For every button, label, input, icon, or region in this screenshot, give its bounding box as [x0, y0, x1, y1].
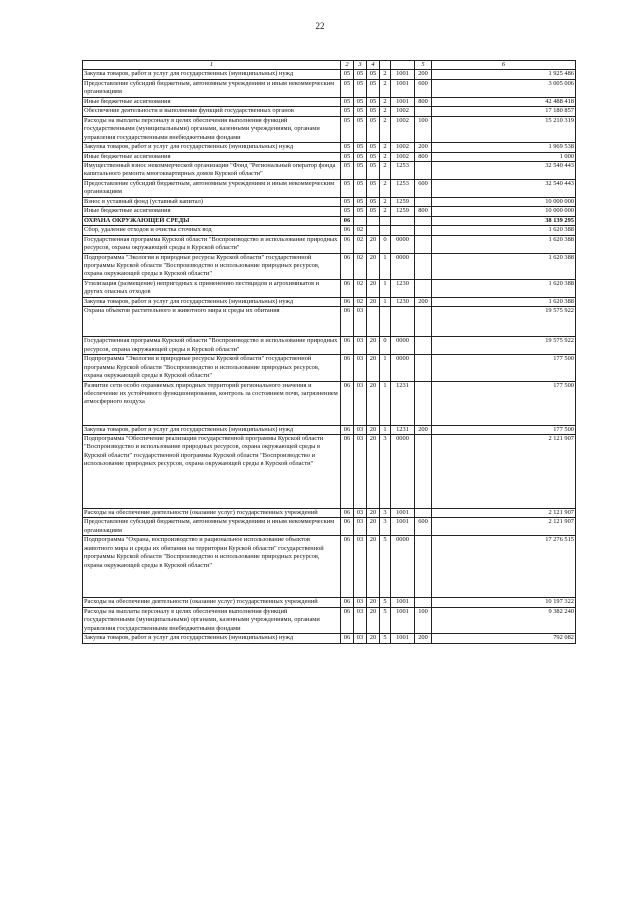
row-expense-type: 600 [415, 179, 432, 197]
row-expense-type: 200 [415, 634, 432, 643]
table-row [83, 116, 576, 142]
row-subsection: 05 [354, 179, 367, 197]
row-subprogram: 2 [380, 179, 391, 197]
row-program: 20 [367, 607, 380, 633]
row-program: 20 [367, 381, 380, 425]
row-expense-type: 200 [415, 143, 432, 152]
table-row [83, 207, 576, 216]
row-amount: 2 121 907 [432, 434, 576, 508]
row-subprogram: 5 [380, 536, 391, 598]
row-section: 06 [341, 235, 354, 253]
row-subsection: 02 [354, 279, 367, 297]
table-row [83, 161, 576, 179]
row-subprogram: 2 [380, 107, 391, 116]
row-expense-type [415, 197, 432, 206]
row-expense-type [415, 107, 432, 116]
row-program: 05 [367, 152, 380, 161]
row-subsection: 05 [354, 143, 367, 152]
row-program: 20 [367, 434, 380, 508]
row-subsection: 03 [354, 598, 367, 607]
row-amount: 19 575 922 [432, 337, 576, 355]
row-subsection: 05 [354, 107, 367, 116]
row-subprogram: 2 [380, 79, 391, 97]
row-subsection: 03 [354, 518, 367, 536]
header-col-4b [380, 61, 391, 70]
row-subprogram: 3 [380, 434, 391, 508]
row-program [367, 216, 380, 225]
table-row [83, 607, 576, 633]
header-col-1: 1 [83, 61, 341, 70]
row-amount: 3 005 006 [432, 79, 576, 97]
row-direction: 1253 [391, 161, 415, 179]
row-subprogram: 5 [380, 634, 391, 643]
row-subprogram: 2 [380, 161, 391, 179]
row-program: 20 [367, 634, 380, 643]
row-expense-type [415, 161, 432, 179]
table-row [83, 355, 576, 381]
row-program: 05 [367, 97, 380, 106]
row-name: Сбор, удаление отходов и очистка сточных вод [83, 226, 341, 235]
row-amount: 2 121 907 [432, 518, 576, 536]
row-direction [391, 216, 415, 225]
row-direction: 0000 [391, 536, 415, 598]
row-expense-type: 600 [415, 518, 432, 536]
row-expense-type: 100 [415, 116, 432, 142]
row-subsection: 05 [354, 161, 367, 179]
row-program: 20 [367, 536, 380, 598]
row-subsection: 03 [354, 355, 367, 381]
table-row [83, 253, 576, 279]
row-amount: 177 500 [432, 355, 576, 381]
row-program: 05 [367, 116, 380, 142]
row-section: 05 [341, 70, 354, 79]
row-program: 20 [367, 337, 380, 355]
row-subprogram: 1 [380, 297, 391, 306]
row-direction: 1231 [391, 425, 415, 434]
row-name: Закупка товаров, работ и услуг для государственных (муниципальных) нужд [83, 143, 341, 152]
row-program: 05 [367, 107, 380, 116]
row-subprogram: 0 [380, 235, 391, 253]
row-amount: 2 121 907 [432, 508, 576, 517]
page-number: 22 [315, 21, 325, 31]
row-subsection: 03 [354, 607, 367, 633]
row-expense-type [415, 536, 432, 598]
row-expense-type: 200 [415, 297, 432, 306]
row-subsection: 05 [354, 207, 367, 216]
row-subsection: 02 [354, 297, 367, 306]
row-name: Расходы на выплаты персоналу в целях обеспечения выполнения функций государственными (муниципальными) органами, казенными учреждениями, органами управления государственными внебюджетными фондами [83, 607, 341, 633]
row-subprogram: 2 [380, 97, 391, 106]
row-direction: 1231 [391, 381, 415, 425]
row-section: 06 [341, 508, 354, 517]
row-section: 05 [341, 152, 354, 161]
row-subprogram: 2 [380, 116, 391, 142]
row-subsection: 03 [354, 425, 367, 434]
row-amount: 42 488 418 [432, 97, 576, 106]
row-section: 06 [341, 279, 354, 297]
row-subprogram: 3 [380, 508, 391, 517]
table-row [83, 216, 576, 225]
header-row [83, 61, 576, 70]
budget-table [82, 60, 576, 644]
row-direction: 1001 [391, 79, 415, 97]
row-program [367, 226, 380, 235]
row-subsection: 03 [354, 508, 367, 517]
row-name: Закупка товаров, работ и услуг для государственных (муниципальных) нужд [83, 634, 341, 643]
row-amount: 1 925 486 [432, 70, 576, 79]
table-row [83, 307, 576, 337]
row-expense-type [415, 355, 432, 381]
row-expense-type: 800 [415, 207, 432, 216]
row-subsection: 05 [354, 197, 367, 206]
row-subsection: 03 [354, 434, 367, 508]
row-expense-type: 600 [415, 79, 432, 97]
row-section: 06 [341, 536, 354, 598]
table-row [83, 235, 576, 253]
row-name: Предоставление субсидий бюджетным, автономным учреждениям и иным некоммерческим организациям [83, 79, 341, 97]
row-expense-type [415, 508, 432, 517]
row-section: 05 [341, 179, 354, 197]
row-amount: 10 000 000 [432, 197, 576, 206]
row-name: Утилизация (размещение) непригодных к применению пестицидов и агрохимикатов и других опасных отходов [83, 279, 341, 297]
row-subprogram: 0 [380, 337, 391, 355]
row-expense-type: 800 [415, 97, 432, 106]
header-col-3: 3 [354, 61, 367, 70]
row-subsection: 03 [354, 337, 367, 355]
row-amount: 10 197 322 [432, 598, 576, 607]
row-expense-type: 100 [415, 607, 432, 633]
row-direction: 1001 [391, 70, 415, 79]
row-subsection [354, 216, 367, 225]
row-subprogram [380, 307, 391, 337]
row-subsection: 03 [354, 634, 367, 643]
row-name: Взнос в уставный фонд (уставный капитал) [83, 197, 341, 206]
table-row [83, 536, 576, 598]
row-section: 05 [341, 197, 354, 206]
row-subprogram: 3 [380, 518, 391, 536]
row-direction: 1002 [391, 107, 415, 116]
row-subprogram: 1 [380, 279, 391, 297]
row-section: 06 [341, 216, 354, 225]
row-direction: 1002 [391, 116, 415, 142]
row-direction: 0000 [391, 434, 415, 508]
row-subprogram: 2 [380, 143, 391, 152]
row-program: 05 [367, 143, 380, 152]
row-section: 06 [341, 226, 354, 235]
row-program: 20 [367, 297, 380, 306]
row-amount: 19 575 922 [432, 307, 576, 337]
row-expense-type: 800 [415, 152, 432, 161]
row-subsection: 03 [354, 536, 367, 598]
row-program: 05 [367, 207, 380, 216]
row-section: 06 [341, 598, 354, 607]
row-subprogram: 2 [380, 197, 391, 206]
row-program: 20 [367, 425, 380, 434]
header-col-2: 2 [341, 61, 354, 70]
row-expense-type [415, 279, 432, 297]
row-section: 06 [341, 607, 354, 633]
row-amount: 1 969 538 [432, 143, 576, 152]
row-subprogram: 2 [380, 207, 391, 216]
row-direction: 1001 [391, 598, 415, 607]
row-subprogram: 2 [380, 70, 391, 79]
row-subsection: 05 [354, 97, 367, 106]
row-section: 05 [341, 161, 354, 179]
row-expense-type [415, 434, 432, 508]
row-subprogram: 1 [380, 425, 391, 434]
table-row [83, 197, 576, 206]
header-col-4: 4 [367, 61, 380, 70]
table-row [83, 337, 576, 355]
row-name: Обеспечение деятельности и выполнение функций государственных органов [83, 107, 341, 116]
row-direction: 1001 [391, 518, 415, 536]
row-section: 05 [341, 79, 354, 97]
row-subprogram [380, 216, 391, 225]
row-section: 06 [341, 381, 354, 425]
row-subsection: 05 [354, 70, 367, 79]
row-name: Имущественный взнос некоммерческой организации "Фонд "Региональный оператор фонда капитального ремонта многоквартирных домов Курской области" [83, 161, 341, 179]
header-col-4c [391, 61, 415, 70]
row-direction: 0000 [391, 337, 415, 355]
row-program: 05 [367, 197, 380, 206]
row-subsection: 05 [354, 152, 367, 161]
row-name: Иные бюджетные ассигнования [83, 152, 341, 161]
row-direction: 1001 [391, 607, 415, 633]
row-name: Развитие сети особо охраняемых природных территорий регионального значения и обеспечение их устойчивого функционирования, контроль за состоянием почв, загрязнением атмосферного воздуха [83, 381, 341, 425]
row-direction: 1259 [391, 197, 415, 206]
row-direction: 0000 [391, 253, 415, 279]
row-amount: 17 276 515 [432, 536, 576, 598]
row-subsection: 02 [354, 226, 367, 235]
header-col-5: 5 [415, 61, 432, 70]
row-name: Иные бюджетные ассигнования [83, 97, 341, 106]
row-direction: 1230 [391, 297, 415, 306]
table-row [83, 226, 576, 235]
row-expense-type [415, 381, 432, 425]
row-subprogram: 1 [380, 381, 391, 425]
row-direction: 1259 [391, 207, 415, 216]
row-section: 06 [341, 355, 354, 381]
row-subprogram: 2 [380, 152, 391, 161]
row-subprogram: 1 [380, 253, 391, 279]
row-subsection: 03 [354, 307, 367, 337]
row-program: 20 [367, 518, 380, 536]
table-row [83, 518, 576, 536]
row-name: Закупка товаров, работ и услуг для государственных (муниципальных) нужд [83, 425, 341, 434]
row-program: 05 [367, 179, 380, 197]
row-program: 05 [367, 79, 380, 97]
table-row [83, 508, 576, 517]
table-row [83, 107, 576, 116]
row-section: 06 [341, 307, 354, 337]
row-amount: 38 139 295 [432, 216, 576, 225]
row-name: Государственная программа Курской области "Воспроизводство и использование природных ресурсов, охрана окружающей среды в Курской области" [83, 235, 341, 253]
row-expense-type [415, 598, 432, 607]
row-expense-type [415, 253, 432, 279]
row-subsection: 02 [354, 253, 367, 279]
row-direction: 1001 [391, 97, 415, 106]
row-direction [391, 226, 415, 235]
row-program: 20 [367, 508, 380, 517]
row-section: 05 [341, 107, 354, 116]
row-expense-type: 200 [415, 425, 432, 434]
row-direction: 0000 [391, 235, 415, 253]
row-name: Подпрограмма "Обеспечение реализации государственной программы Курской области "Воспроизводство и использование природных ресурсов, охрана окружающей среды в Курской области" государственной программы Курской области "Воспроизводство и использование природных ресурсов, охрана окружающей среды в Курской области" [83, 434, 341, 508]
row-subsection: 02 [354, 235, 367, 253]
row-amount: 9 382 240 [432, 607, 576, 633]
row-section: 06 [341, 434, 354, 508]
row-program: 05 [367, 161, 380, 179]
row-amount: 1 620 388 [432, 226, 576, 235]
row-amount: 792 082 [432, 634, 576, 643]
row-subprogram: 5 [380, 607, 391, 633]
row-amount: 17 180 857 [432, 107, 576, 116]
row-amount: 32 540 443 [432, 161, 576, 179]
row-program [367, 307, 380, 337]
row-subprogram: 1 [380, 355, 391, 381]
row-expense-type [415, 235, 432, 253]
table-row [83, 381, 576, 425]
row-amount: 177 500 [432, 425, 576, 434]
row-name: Предоставление субсидий бюджетным, автономным учреждениям и иным некоммерческим организациям [83, 518, 341, 536]
row-name: Расходы на выплаты персоналу в целях обеспечения выполнения функций государственными (муниципальными) органами, казенными учреждениями, органами управления государственными внебюджетными фондами [83, 116, 341, 142]
row-amount: 1 620 388 [432, 253, 576, 279]
row-direction [391, 307, 415, 337]
row-subsection: 03 [354, 381, 367, 425]
row-section: 06 [341, 253, 354, 279]
row-amount: 1 000 [432, 152, 576, 161]
row-name: Закупка товаров, работ и услуг для государственных (муниципальных) нужд [83, 70, 341, 79]
row-name: Расходы на обеспечение деятельности (оказание услуг) государственных учреждений [83, 508, 341, 517]
row-program: 05 [367, 70, 380, 79]
row-name: Иные бюджетные ассигнования [83, 207, 341, 216]
row-direction: 1230 [391, 279, 415, 297]
row-name: ОХРАНА ОКРУЖАЮЩЕЙ СРЕДЫ [83, 216, 341, 225]
row-subsection: 05 [354, 116, 367, 142]
row-amount: 1 620 388 [432, 279, 576, 297]
row-program: 20 [367, 279, 380, 297]
row-direction: 1001 [391, 508, 415, 517]
row-program: 20 [367, 598, 380, 607]
table-row [83, 152, 576, 161]
row-amount: 15 210 319 [432, 116, 576, 142]
row-name: Подпрограмма "Экология и природные ресурсы Курской области" государственной программы Курской области "Воспроизводство и использование природных ресурсов, охрана окружающей среды в Курской области" [83, 355, 341, 381]
row-section: 05 [341, 97, 354, 106]
row-section: 06 [341, 518, 354, 536]
row-direction: 1002 [391, 143, 415, 152]
row-section: 05 [341, 207, 354, 216]
row-name: Подпрограмма "Экология и природные ресурсы Курской области" государственной программы Курской области "Воспроизводство и использование природных ресурсов, охрана окружающей среды в Курской области" [83, 253, 341, 279]
row-name: Предоставление субсидий бюджетным, автономным учреждениям и иным некоммерческим организациям [83, 179, 341, 197]
row-section: 06 [341, 425, 354, 434]
table-row [83, 179, 576, 197]
row-section: 06 [341, 297, 354, 306]
table-row [83, 434, 576, 508]
row-subprogram: 5 [380, 598, 391, 607]
row-name: Охрана объектов растительного и животного мира и среды их обитания [83, 307, 341, 337]
row-amount: 32 540 443 [432, 179, 576, 197]
row-section: 06 [341, 634, 354, 643]
table-row [83, 425, 576, 434]
table-row [83, 279, 576, 297]
row-expense-type [415, 226, 432, 235]
table-row [83, 70, 576, 79]
row-expense-type [415, 307, 432, 337]
row-name: Расходы на обеспечение деятельности (оказание услуг) государственных учреждений [83, 598, 341, 607]
row-subprogram [380, 226, 391, 235]
row-subsection: 05 [354, 79, 367, 97]
row-amount: 10 000 000 [432, 207, 576, 216]
table-row [83, 634, 576, 643]
row-section: 05 [341, 116, 354, 142]
header-col-6: 6 [432, 61, 576, 70]
row-direction: 1253 [391, 179, 415, 197]
row-section: 06 [341, 337, 354, 355]
table-row [83, 143, 576, 152]
row-name: Закупка товаров, работ и услуг для государственных (муниципальных) нужд [83, 297, 341, 306]
row-program: 20 [367, 235, 380, 253]
row-amount: 1 620 388 [432, 235, 576, 253]
table-row [83, 598, 576, 607]
row-direction: 1002 [391, 152, 415, 161]
row-direction: 0000 [391, 355, 415, 381]
row-name: Государственная программа Курской области "Воспроизводство и использование природных ресурсов, охрана окружающей среды в Курской области" [83, 337, 341, 355]
row-name: Подпрограмма "Охрана, воспроизводство и рациональное использование объектов животного мира и среды их обитания на территории Курской области" государственной программы Курской области "Воспроизводство и использование природных ресурсов, охрана окружающей среды в Курской области" [83, 536, 341, 598]
table-row [83, 297, 576, 306]
row-section: 05 [341, 143, 354, 152]
row-program: 20 [367, 253, 380, 279]
row-direction: 1001 [391, 634, 415, 643]
row-amount: 1 620 388 [432, 297, 576, 306]
row-amount: 177 500 [432, 381, 576, 425]
table-row [83, 97, 576, 106]
row-program: 20 [367, 355, 380, 381]
table-row [83, 79, 576, 97]
row-expense-type [415, 216, 432, 225]
row-expense-type [415, 337, 432, 355]
row-expense-type: 200 [415, 70, 432, 79]
